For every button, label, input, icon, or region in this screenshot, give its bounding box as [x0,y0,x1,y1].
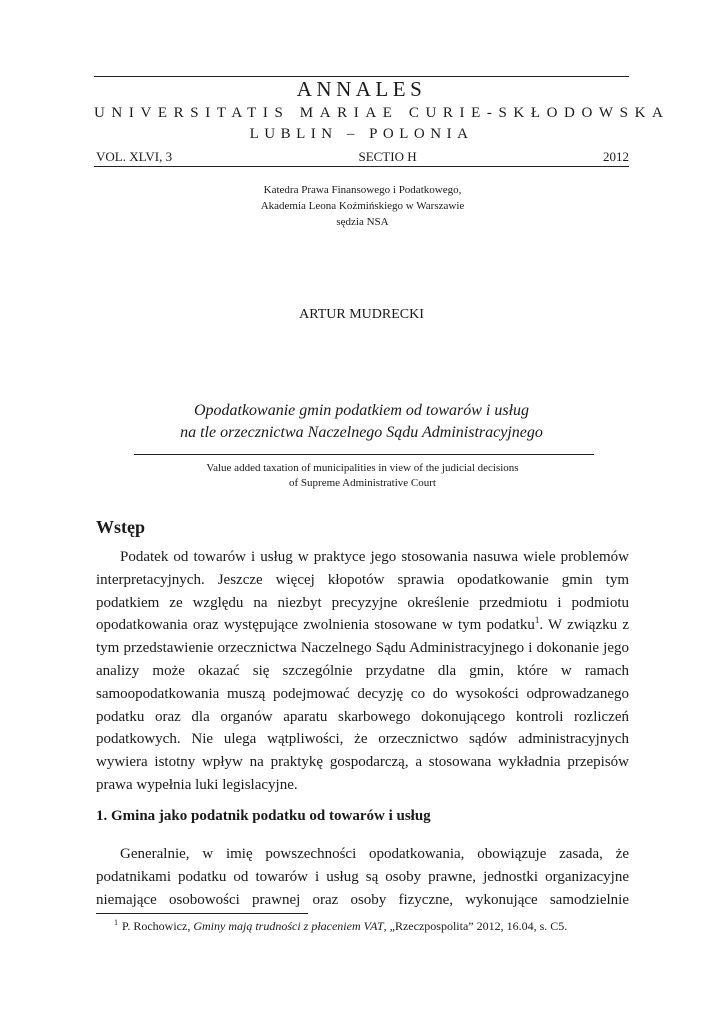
affiliation-line: sędzia NSA [336,216,389,228]
subtitle-line: Value added taxation of municipalities in view of the judicial decisions [206,462,519,474]
footnote-suffix: , „Rzeczpospolita” 2012, 16.04, s. C5. [383,919,568,933]
author-name: ARTUR MUDRECKI [299,307,424,322]
section1-heading: 1. Gmina jako podatnik podatku od towarów i usług [96,808,431,824]
university-name: UNIVERSITATIS MARIAE CURIE-SKŁODOWSKA [94,105,670,121]
title-rule [134,454,594,455]
volume-row [96,148,629,165]
footnote-rule [96,913,308,914]
footnote-number: 1 [114,918,118,927]
intro-text-part-a: Podatek od towarów i usług w praktyce jego stosowania nasuwa wiele problemów interpretacyjnych. Jeszcze więcej kłopotów sprawia opodatkowanie gmin tym podatkiem ze względu na niezbyt precyzyjne określenie przedmiotu i podmiotu opodatkowania oraz występujące zwolnienia stosowane w tym podatku [96,549,629,634]
volume-number: VOL. XLVI, 3 [96,149,173,164]
affiliation-line: Katedra Prawa Finansowego i Podatkowego, [263,184,462,196]
footnote-prefix: P. Rochowicz, [122,919,194,933]
section1-paragraph [96,843,629,911]
intro-text-part-b: . W związku z tym przedstawienie orzecznictwa Naczelnego Sądu Administracyjnego i dokonanie jego analizy może okazać się szczególnie przydatne dla gmin, które w ramach samoopodatkowania muszą podejmować decyzję co do wysokości odprowadzanego podatku oraz dla organów aparatu skarbowego dokonującego kontroli rozliczeń podatkowych. Nie ulega wątpliwości, że orzecznictwo sądów administracyjnych wywiera istotny wpływ na praktykę gospodarczą, a stosowana wykładnia przepisów prawa wypełnia luki legislacyjne. [96,617,629,793]
title-line: na tle orzecznictwa Naczelnego Sądu Administracyjnego [180,424,543,441]
journal-title: ANNALES [296,77,427,101]
journal-location: LUBLIN – POLONIA [249,126,474,142]
footnote-cited-title: Gminy mają trudności z płaceniem VAT [193,919,384,933]
header-bottom-rule [94,166,629,167]
section1-text: Generalnie, w imię powszechności opodatkowania, obowiązuje zasada, że podatnikami podatku od towarów i usług są osoby prawne, jednostki organizacyjne niemające osobowości prawnej oraz osoby fizyczne, wykonujące samodzielnie [96,846,629,908]
publication-year: 2012 [603,149,629,164]
paper-title [94,400,629,444]
footnote [96,918,629,934]
intro-paragraph [96,546,629,797]
english-subtitle [150,461,575,491]
footnote-reference: 1 [534,615,540,626]
intro-heading: Wstęp [96,517,145,537]
author-affiliation [150,182,575,230]
section-label: SECTIO H [358,149,417,164]
subtitle-line: of Supreme Administrative Court [289,477,436,489]
affiliation-line: Akademia Leona Koźmińskiego w Warszawie [260,200,465,212]
title-line: Opodatkowanie gmin podatkiem od towarów i usług [193,402,530,419]
